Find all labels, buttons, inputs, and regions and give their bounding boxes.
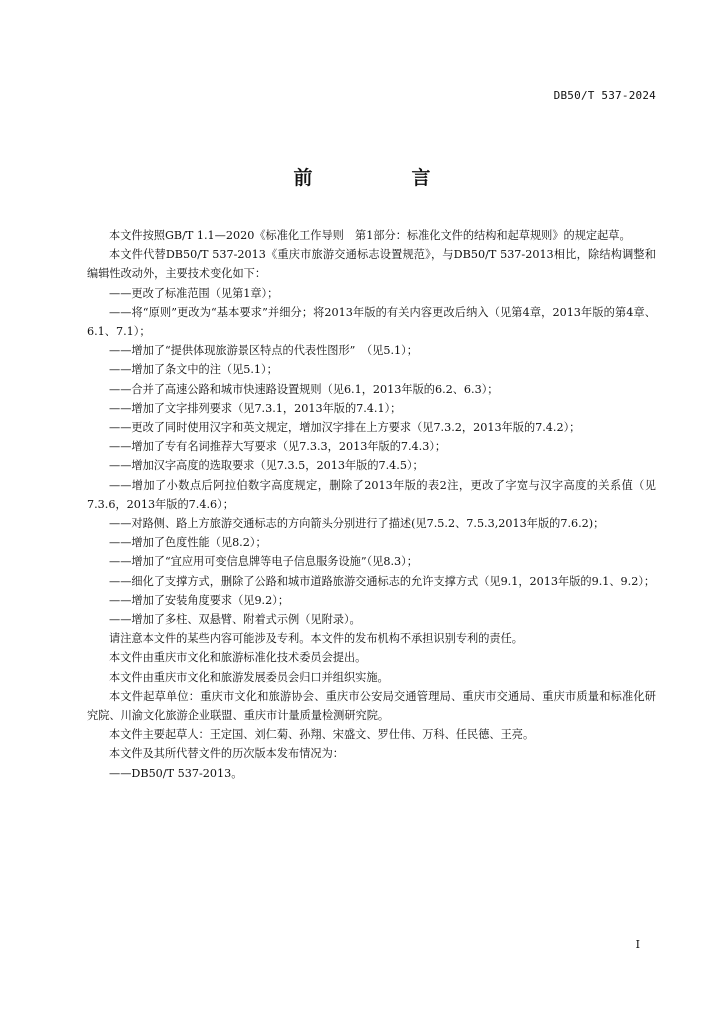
document-code: DB50/T 537-2024 [553,89,656,102]
change-item: ——增加了“宜应用可变信息牌等电子信息服务设施”（见8.3）； [109,555,418,569]
change-item: ——DB50/T 537-2013。 [109,766,243,780]
paragraph: 本文件代替DB50/T 537-2013《重庆市旅游交通标志设置规范》，与DB50/T 537-2013相比，除结构调整和编辑性改动外，主要技术变化如下： [87,248,656,281]
page-number: I [635,938,640,951]
change-item: ——增加了小数点后阿拉伯数字高度规定，删除了2013年版的表2注，更改了字宽与汉字高度的关系值（见7.3.6，2013年版的7.4.6）； [87,478,656,511]
change-item: ——合并了高速公路和城市快速路设置规则（见6.1，2013年版的6.2、6.3）； [109,382,499,396]
paragraph: 本文件由重庆市文化和旅游标准化技术委员会提出。 [109,651,367,665]
change-item: ——增加了“提供体现旅游景区特点的代表性图形” （见5.1）； [109,344,418,358]
change-item: ——对路侧、路上方旅游交通标志的方向箭头分别进行了描述(见7.5.2、7.5.3,2013年版的7.6.2)； [109,517,605,531]
paragraph: 本文件按照GB/T 1.1—2020《标准化工作导则 第1部分：标准化文件的结构和起草规则》的规定起草。 [109,229,631,242]
change-item: ——增加了安装角度要求（见9.2）； [109,593,290,607]
change-item: ——增加了多柱、双悬臂、附着式示例（见附录）。 [109,613,361,627]
change-item: ——更改了同时使用汉字和英文规定，增加汉字排在上方要求（见7.3.2，2013年版的7.4.2）； [109,421,581,435]
change-item: ——增加了专有名词推荐大写要求（见7.3.3，2013年版的7.4.3）； [109,440,447,454]
change-item: ——增加了文字排列要求（见7.3.1，2013年版的7.4.1）； [109,401,402,415]
change-item: ——增加了色度性能（见8.2）； [109,536,267,550]
paragraph: 请注意本文件的某些内容可能涉及专利。本文件的发布机构不承担识别专利的责任。 [109,632,523,646]
change-item: ——增加汉字高度的选取要求（见7.3.5，2013年版的7.4.5）； [109,459,424,473]
change-item: ——更改了标准范围（见第1章）； [109,286,279,300]
foreword-body [87,226,656,783]
change-item: ——增加了条文中的注（见5.1）； [109,363,278,377]
paragraph: 本文件及其所代替文件的历次版本发布情况为： [109,747,344,761]
paragraph: 本文件起草单位：重庆市文化和旅游协会、重庆市公安局交通管理局、重庆市交通局、重庆市质量和标准化研究院、川渝文化旅游企业联盟、重庆市计量质量检测研究院。 [87,689,656,723]
page-title: 前 言 [293,167,471,189]
change-item: ——将“原则”更改为“基本要求”并细分；将2013年版的有关内容更改后纳入（见第4章，2013年版的第4章、6.1、7.1）； [87,305,656,339]
paragraph: 本文件主要起草人：王定国、刘仁菊、孙翔、宋盛文、罗仕伟、万科、任民德、王亮。 [109,728,535,742]
change-item: ——细化了支撑方式，删除了公路和城市道路旅游交通标志的允许支撑方式（见9.1，2013年版的9.1、9.2）； [109,574,656,588]
paragraph: 本文件由重庆市文化和旅游发展委员会归口并组织实施。 [109,670,389,684]
